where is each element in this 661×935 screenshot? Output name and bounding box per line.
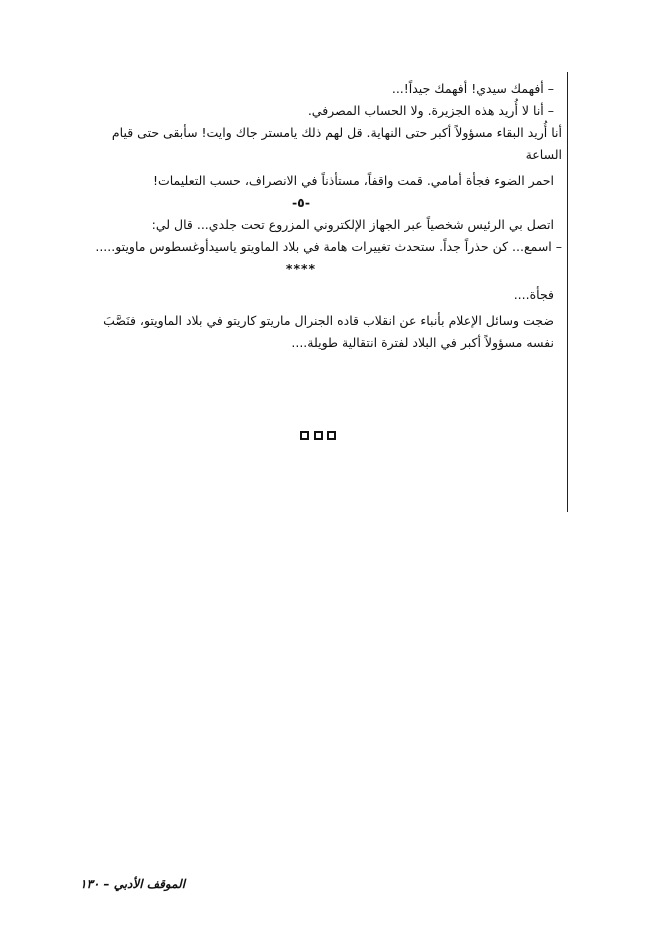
paragraph: ضجت وسائل الإعلام بأنباء عن انقلاب قاده الجنرال ماريتو كاريتو في بلاد الماويتو، فنَصَّبَ نفسه مسؤولاً أكبر في البلاد لفترة انتقالية طويلة.... bbox=[103, 313, 554, 350]
dialogue-line: – اسمع... كن حذراً جداً. ستحدث تغييرات هامة في بلاد الماويتو ياسيدأوغسطوس ماويتو..... bbox=[95, 239, 562, 254]
section-number: -٥- bbox=[291, 195, 311, 210]
paragraph: اتصل بي الرئيس شخصياً عبر الجهاز الإلكتروني المزروع تحت جلدي... قال لي: bbox=[151, 217, 554, 232]
square-icon bbox=[314, 431, 323, 440]
section-separator: **** bbox=[285, 261, 317, 276]
square-icon bbox=[300, 431, 309, 440]
dialogue-line: – أفهمك سيدي! أفهمك جيداً!... bbox=[391, 81, 554, 96]
body-text bbox=[95, 78, 562, 354]
margin-rule bbox=[567, 72, 568, 512]
paragraph: احمر الضوء فجأة أمامي. قمت واقفاً، مستأذناً في الانصراف، حسب التعليمات! bbox=[152, 173, 554, 188]
paragraph: أنا أُريد البقاء مسؤولاً أكبر حتى النهاية. قل لهم ذلك يامستر جاك وايت! سأبقى حتى قيام الساعة bbox=[111, 125, 562, 162]
end-of-text-mark bbox=[300, 431, 336, 443]
paragraph: فجأة.... bbox=[513, 287, 554, 302]
dialogue-line: – أنا لا أُريد هذه الجزيرة. ولا الحساب المصرفي. bbox=[307, 103, 554, 118]
square-icon bbox=[327, 431, 336, 440]
page-footer: الموقف الأدبي – ١٣٠ bbox=[80, 877, 186, 891]
